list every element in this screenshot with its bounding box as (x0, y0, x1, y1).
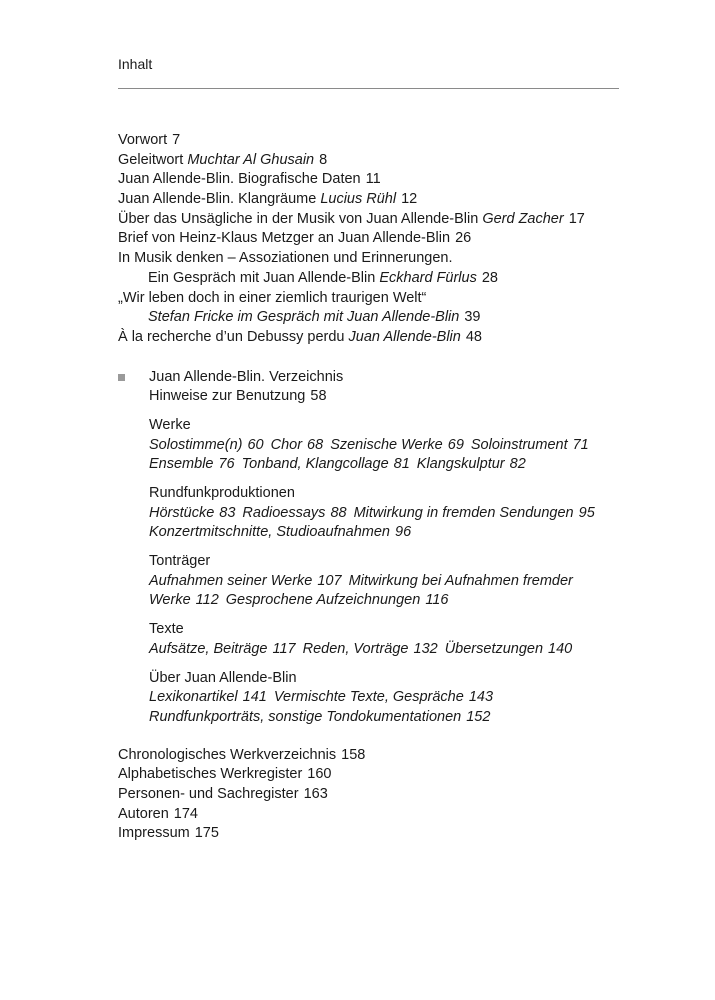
entry-author: Stefan Fricke im Gespräch mit Juan Allende-Blin (148, 309, 460, 326)
entry-title: Impressum (118, 825, 190, 842)
page-number: 152 (466, 708, 491, 725)
group-heading: Werke (149, 416, 191, 433)
group-heading: Texte (149, 621, 184, 638)
sub-entry: Aufnahmen seiner Werke (149, 572, 313, 589)
page-number: 95 (578, 504, 595, 521)
page-number: 69 (447, 436, 464, 453)
verzeichnis-hinweise (149, 387, 638, 407)
group-line (149, 436, 638, 456)
page-number: 158 (341, 746, 366, 763)
sub-entry: Hörstücke (149, 504, 215, 521)
entry-title: Juan Allende-Blin. Biografische Daten (118, 171, 361, 188)
entry-title: Vorwort (118, 132, 168, 148)
sub-entry: Lexikonartikel (149, 689, 238, 706)
group-heading: Über Juan Allende-Blin (149, 669, 297, 686)
toc-entry-klangraeume (118, 190, 638, 210)
page-number: 39 (464, 309, 481, 326)
page-number: 8 (319, 151, 328, 168)
page-number: 175 (194, 825, 219, 842)
toc-entry-biografie (118, 170, 638, 190)
group-line (149, 455, 638, 475)
page-number: 116 (425, 592, 449, 609)
verzeichnis-title: Juan Allende-Blin. Verzeichnis (149, 368, 344, 385)
entry-title: Personen- und Sachregister (118, 785, 299, 802)
sub-entry: Werke (149, 592, 191, 609)
verzeichnis-section (118, 368, 638, 728)
page-number: 76 (218, 456, 235, 473)
entry-title: À la recherche d’un Debussy perdu (118, 328, 349, 345)
entry-subtitle: Ein Gespräch mit Juan Allende-Blin (148, 269, 380, 286)
sub-entry: Übersetzungen (444, 640, 544, 657)
toc-entry-traurige-welt-sub (118, 308, 638, 328)
page-number: 88 (330, 504, 347, 521)
toc-entry-unsaegliche (118, 210, 638, 230)
toc-entry-geleitwort (118, 151, 638, 171)
sub-entry: Ensemble (149, 456, 214, 473)
sub-entry: Gesprochene Aufzeichnungen (225, 592, 421, 609)
entry-title: Über das Unsägliche in der Musik von Juan Allende-Blin (118, 210, 483, 227)
toc-entry-personenregister (118, 785, 638, 805)
sub-entry: Reden, Vorträge (302, 640, 409, 657)
sub-entry: Solostimme(n) (149, 436, 243, 453)
sub-entry: Klangskulptur (416, 456, 505, 473)
entry-title: Hinweise zur Benutzung (149, 388, 306, 405)
sub-entry: Radioessays (242, 504, 326, 521)
sub-entry: Rundfunkporträts, sonstige Tondokumentationen (149, 708, 462, 725)
page-number: 174 (173, 805, 198, 822)
entry-title: Chronologisches Werkverzeichnis (118, 746, 337, 763)
toc-entry-impressum (118, 824, 638, 844)
entry-title: „Wir leben doch in einer ziemlich traurigen Welt“ (118, 289, 427, 306)
sub-entry: Szenische Werke (330, 436, 443, 453)
group-ueber (149, 669, 638, 728)
group-line (149, 504, 638, 524)
group-line (149, 688, 638, 708)
page-number: 112 (195, 592, 219, 609)
entry-title: Alphabetisches Werkregister (118, 766, 303, 783)
toc-entry-traurige-welt (118, 289, 638, 309)
page-number: 60 (247, 436, 264, 453)
toc-entry-vorwort (118, 131, 638, 151)
page-number: 132 (413, 640, 438, 657)
page-number: 163 (303, 785, 328, 802)
page-number: 17 (568, 210, 585, 227)
toc-entry-brief (118, 229, 638, 249)
entry-title: Juan Allende-Blin. Klangräume (118, 191, 321, 208)
page-number: 140 (548, 640, 573, 657)
toc-entry-debussy (118, 328, 638, 348)
entry-author: Juan Allende-Blin (348, 328, 461, 345)
page-number: 82 (509, 456, 526, 473)
entry-title: Geleitwort (118, 151, 188, 168)
sub-entry: Mitwirkung bei Aufnahmen fremder (348, 572, 573, 589)
table-of-contents (118, 131, 638, 844)
group-tontraeger (149, 552, 638, 611)
page-number: 143 (468, 689, 494, 706)
page-number: 81 (393, 456, 410, 473)
sub-entry: Soloinstrument (470, 436, 568, 453)
entry-author: Gerd Zacher (482, 210, 564, 227)
page-number: 26 (455, 230, 472, 247)
page-number: 96 (395, 524, 412, 541)
group-line (149, 572, 638, 592)
toc-entry-werkregister (118, 765, 638, 785)
sub-entry: Chor (270, 436, 303, 453)
square-bullet-icon (118, 374, 125, 381)
entry-author: Lucius Rühl (320, 191, 397, 208)
page-number: 28 (481, 269, 498, 286)
group-line (149, 708, 638, 728)
group-rundfunk (149, 484, 638, 543)
sub-entry: Mitwirkung in fremden Sendungen (353, 504, 574, 521)
group-werke (149, 416, 638, 475)
entry-title: Autoren (118, 805, 169, 822)
page-number: 107 (317, 572, 342, 589)
toc-entry-musik-denken (118, 249, 638, 269)
header-rule (118, 88, 619, 89)
toc-entry-autoren (118, 805, 638, 825)
page-number: 83 (219, 504, 236, 521)
page-number: 71 (572, 436, 589, 453)
entry-author: Muchtar Al Ghusain (187, 151, 315, 168)
toc-entry-musik-denken-sub (118, 269, 638, 289)
entry-author: Eckhard Fürlus (379, 269, 477, 286)
page-number: 68 (307, 436, 324, 453)
page-number: 58 (310, 388, 327, 405)
index-entries (118, 746, 638, 844)
group-line (149, 640, 638, 660)
group-heading: Tonträger (149, 553, 211, 570)
entry-title: Brief von Heinz-Klaus Metzger an Juan Allende-Blin (118, 230, 451, 247)
group-heading: Rundfunkproduktionen (149, 485, 295, 501)
sub-entry: Konzertmitschnitte, Studioaufnahmen (149, 524, 390, 541)
page-number: 7 (172, 132, 181, 148)
page-number: 11 (365, 171, 381, 188)
sub-entry: Aufsätze, Beiträge (149, 640, 268, 657)
running-header: Inhalt (118, 56, 153, 72)
sub-entry: Vermischte Texte, Gespräche (273, 689, 464, 706)
page-number: 141 (242, 689, 267, 706)
page-number: 48 (465, 328, 482, 345)
page-number: 160 (307, 766, 332, 783)
page-number: 12 (401, 191, 418, 208)
sub-entry: Tonband, Klangcollage (241, 456, 389, 473)
group-line (149, 523, 638, 543)
entry-title: In Musik denken – Assoziationen und Erinnerungen. (118, 250, 453, 267)
toc-entry-werkverzeichnis (118, 746, 638, 766)
group-line (149, 591, 638, 611)
group-texte (149, 620, 638, 659)
page-number: 117 (272, 640, 296, 657)
